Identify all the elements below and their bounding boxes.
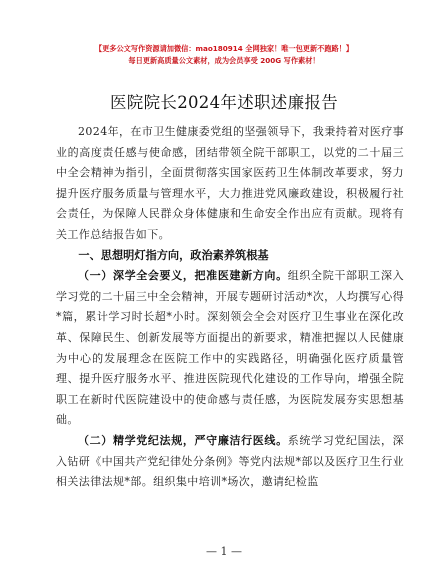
section-heading-1: 一、思想明灯指方向，政治素养筑根基 <box>78 248 269 262</box>
subsection-2-body: 系统学习党纪国法，深入钻研《中国共产党纪律处分条例》等党内法规*部以及医疗卫生行业相关法律法规*部。组织集中培训*场次，邀请纪检监 <box>56 433 404 489</box>
document-title: 医院院长2024年述职述廉报告 <box>110 93 338 112</box>
subsection-1-lead: （一）深学全会要义，把准医建新方向。 <box>78 269 288 283</box>
subsection-1-paragraph <box>56 266 404 431</box>
page-number: — 1 — <box>206 545 242 558</box>
subsection-2-paragraph <box>56 431 404 493</box>
promo-line-2: 每日更新高质量公文素材，成为会员享受 200G 写作素材！ <box>128 56 320 65</box>
subsection-2-lead: （二）精学党纪法规，严守廉洁行医线。 <box>78 433 288 447</box>
document-body <box>56 122 404 493</box>
intro-paragraph: 2024年，在市卫生健康委党组的坚强领导下，我秉持着对医疗事业的高度责任感与使命感，团结带领全院干部职工，以党的二十届三中全会精神为指引，全面贯彻落实国家医药卫生体制改革要求，努力提升医疗服务质量与管理水平，大力推进党风廉政建设，积极履行社会责任，为保障人民群众身体健康和生命安全作出应有贡献。现将有关工作总结报告如下。 <box>56 125 404 241</box>
subsection-1-body: 组织全院干部职工深入学习党的二十届三中全会精神，开展专题研讨活动*次，人均撰写心得*篇，累计学习时长超*小时。深刻领会全会对医疗卫生事业在深化改革、保障民生、创新发展等方面提出的新要求，精准把握以人民健康为中心的发展理念在医院工作中的实践路径，明确强化医疗质量管理、提升医疗服务水平、推进医院现代化建设的工作导向，增强全院职工在新时代医院建设中的使命感与责任感，为医院发展夯实思想基础。 <box>56 269 404 427</box>
promo-line-1: 【更多公文写作资源请加微信：mao180914 全网独家！唯一包更新不跑路！】 <box>94 44 354 53</box>
